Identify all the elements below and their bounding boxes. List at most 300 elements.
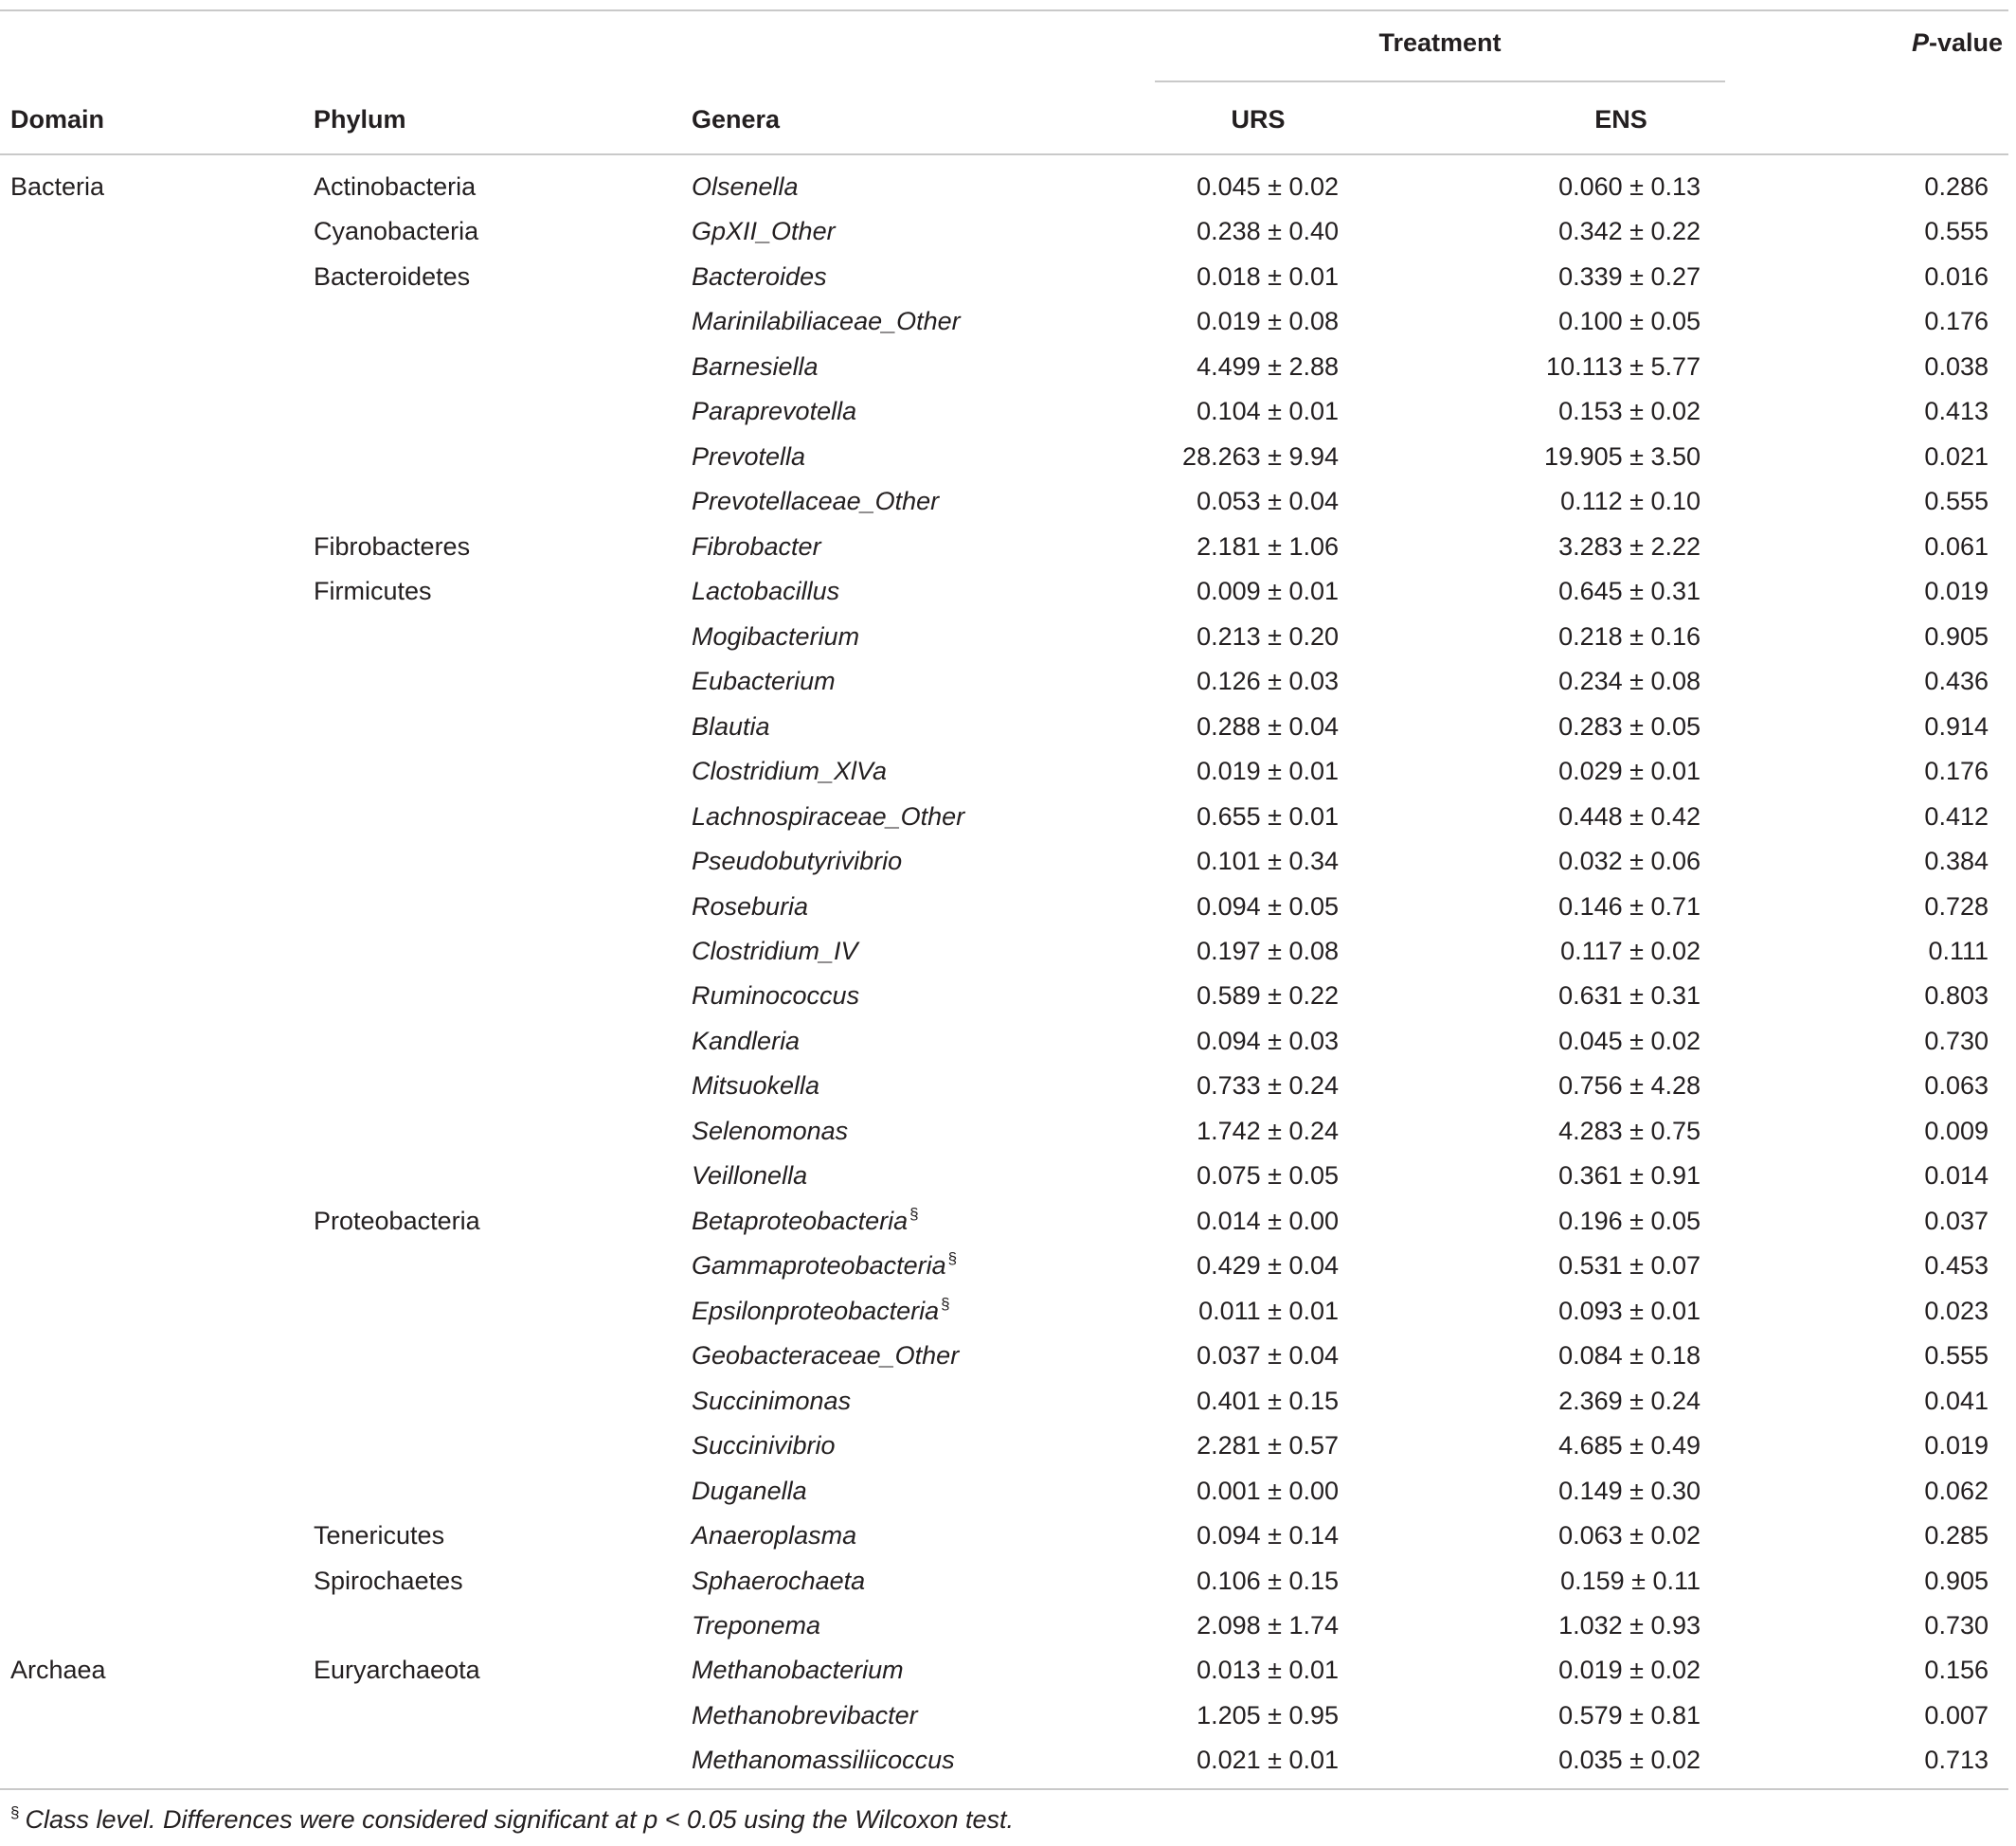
p-value-cell: 0.111 bbox=[1928, 936, 1989, 965]
ens-value: 2.369 ± 0.24 bbox=[1558, 1386, 1701, 1415]
domain-cell bbox=[0, 929, 314, 974]
urs-value: 0.094 ± 0.14 bbox=[1197, 1521, 1339, 1550]
table-row bbox=[0, 389, 2016, 434]
ens-value: 0.339 ± 0.27 bbox=[1558, 261, 1701, 291]
genus-cell bbox=[692, 1109, 1127, 1154]
ens-value: 0.084 ± 0.18 bbox=[1558, 1341, 1701, 1371]
phylum-cell bbox=[314, 1738, 692, 1783]
genus-name: Olsenella bbox=[692, 172, 799, 201]
genus-cell bbox=[692, 299, 1127, 344]
p-value-cell: 0.176 bbox=[1924, 757, 1989, 786]
urs-value: 0.104 ± 0.01 bbox=[1197, 397, 1339, 426]
p-value-cell: 0.728 bbox=[1924, 891, 1989, 921]
footnote-text: Class level. Differences were considered significant at p < 0.05 using the Wilcoxon test. bbox=[25, 1805, 1015, 1834]
genus-cell bbox=[692, 479, 1127, 524]
header-bottom-rule bbox=[0, 153, 2008, 155]
urs-value: 2.098 ± 1.74 bbox=[1197, 1611, 1339, 1640]
ens-value: 0.645 ± 0.31 bbox=[1558, 577, 1701, 606]
p-value-cell: 0.914 bbox=[1924, 711, 1989, 741]
urs-value: 0.106 ± 0.15 bbox=[1197, 1566, 1339, 1595]
urs-value: 0.094 ± 0.03 bbox=[1197, 1026, 1339, 1055]
domain-cell: Bacteria bbox=[10, 172, 105, 201]
ens-value: 0.019 ± 0.02 bbox=[1558, 1656, 1701, 1685]
genus-cell bbox=[692, 345, 1127, 389]
p-value-cell: 0.009 bbox=[1924, 1116, 1989, 1145]
genus-cell bbox=[692, 885, 1127, 929]
genus-name: Sphaerochaeta bbox=[692, 1566, 866, 1595]
ens-value: 19.905 ± 3.50 bbox=[1544, 441, 1701, 471]
phylum-cell: Fibrobacteres bbox=[314, 531, 471, 561]
genus-cell bbox=[692, 1019, 1127, 1064]
p-value-cell: 0.007 bbox=[1924, 1700, 1989, 1730]
class-level-mark: § bbox=[909, 1204, 919, 1223]
phylum-header: Phylum bbox=[314, 105, 406, 134]
domain-cell bbox=[0, 1109, 314, 1154]
phylum-cell bbox=[314, 1694, 692, 1738]
ens-value: 0.531 ± 0.07 bbox=[1558, 1251, 1701, 1281]
ens-value: 0.579 ± 0.81 bbox=[1558, 1700, 1701, 1730]
table-row bbox=[0, 1604, 2016, 1648]
genus-name: Prevotella bbox=[692, 441, 806, 471]
domain-cell bbox=[0, 749, 314, 794]
p-value-cell: 0.555 bbox=[1924, 1341, 1989, 1371]
pvalue-header-rest: -value bbox=[1928, 28, 2003, 57]
class-level-mark: § bbox=[941, 1294, 950, 1313]
genus-cell bbox=[692, 1738, 1127, 1783]
table-row bbox=[0, 1334, 2016, 1378]
genus-name: Selenomonas bbox=[692, 1116, 849, 1145]
p-value-cell: 0.037 bbox=[1924, 1206, 1989, 1235]
domain-cell bbox=[0, 1019, 314, 1064]
genus-cell bbox=[692, 209, 1127, 254]
urs-value: 0.197 ± 0.08 bbox=[1197, 936, 1339, 965]
urs-value: 0.053 ± 0.04 bbox=[1197, 487, 1339, 516]
urs-value: 0.075 ± 0.05 bbox=[1197, 1161, 1339, 1191]
phylum-cell bbox=[314, 615, 692, 659]
urs-header: URS bbox=[1231, 105, 1286, 134]
genus-name: Veillonella bbox=[692, 1161, 808, 1191]
genus-name: Paraprevotella bbox=[692, 397, 857, 426]
p-value-cell: 0.555 bbox=[1924, 217, 1989, 246]
p-value-cell: 0.453 bbox=[1924, 1251, 1989, 1281]
phylum-cell bbox=[314, 974, 692, 1018]
treatment-header: Treatment bbox=[1378, 28, 1502, 57]
phylum-cell bbox=[314, 1379, 692, 1424]
genus-name: Epsilonproteobacteria bbox=[692, 1296, 940, 1325]
urs-value: 0.009 ± 0.01 bbox=[1197, 577, 1339, 606]
genus-name: Marinilabiliaceae_Other bbox=[692, 307, 961, 336]
genus-cell bbox=[692, 1334, 1127, 1378]
genus-cell bbox=[692, 749, 1127, 794]
phylum-cell bbox=[314, 1334, 692, 1378]
genus-cell bbox=[692, 659, 1127, 704]
p-value-cell: 0.905 bbox=[1924, 1566, 1989, 1595]
domain-cell bbox=[0, 1379, 314, 1424]
p-value-cell: 0.014 bbox=[1924, 1161, 1989, 1191]
genus-name: Methanobrevibacter bbox=[692, 1700, 918, 1730]
genus-cell bbox=[692, 1199, 1127, 1246]
table-row bbox=[0, 1559, 2016, 1604]
genus-name: Pseudobutyrivibrio bbox=[692, 847, 903, 876]
domain-cell bbox=[0, 255, 314, 299]
domain-header: Domain bbox=[10, 105, 105, 134]
genus-cell bbox=[692, 1379, 1127, 1424]
ens-value: 0.045 ± 0.02 bbox=[1558, 1026, 1701, 1055]
ens-value: 0.448 ± 0.42 bbox=[1558, 801, 1701, 831]
genus-cell bbox=[692, 1514, 1127, 1558]
ens-value: 0.756 ± 4.28 bbox=[1558, 1071, 1701, 1101]
urs-value: 0.011 ± 0.01 bbox=[1198, 1296, 1339, 1325]
table-row bbox=[0, 299, 2016, 344]
genus-name: Blautia bbox=[692, 711, 770, 741]
phylum-cell bbox=[314, 1289, 692, 1336]
phylum-cell bbox=[314, 839, 692, 884]
domain-cell bbox=[0, 525, 314, 569]
genus-cell bbox=[692, 1648, 1127, 1693]
table-row bbox=[0, 1289, 2016, 1334]
genus-cell bbox=[692, 974, 1127, 1018]
domain-cell bbox=[0, 569, 314, 614]
urs-value: 2.181 ± 1.06 bbox=[1197, 531, 1339, 561]
urs-value: 0.019 ± 0.01 bbox=[1197, 757, 1339, 786]
table-row bbox=[0, 974, 2016, 1018]
domain-cell bbox=[0, 1334, 314, 1378]
urs-value: 0.238 ± 0.40 bbox=[1197, 217, 1339, 246]
ens-value: 0.117 ± 0.02 bbox=[1560, 936, 1701, 965]
genus-name: Methanobacterium bbox=[692, 1656, 904, 1685]
p-value-cell: 0.555 bbox=[1924, 487, 1989, 516]
domain-cell bbox=[0, 1514, 314, 1558]
genus-name: Clostridium_XlVa bbox=[692, 757, 888, 786]
p-value-cell: 0.021 bbox=[1924, 441, 1989, 471]
ens-value: 0.234 ± 0.08 bbox=[1558, 667, 1701, 696]
urs-value: 0.288 ± 0.04 bbox=[1197, 711, 1339, 741]
genus-cell bbox=[692, 389, 1127, 434]
domain-cell bbox=[0, 1064, 314, 1108]
genus-cell bbox=[692, 615, 1127, 659]
p-value-cell: 0.803 bbox=[1924, 981, 1989, 1011]
p-value-cell: 0.019 bbox=[1924, 1431, 1989, 1461]
p-value-cell: 0.413 bbox=[1924, 397, 1989, 426]
domain-cell bbox=[0, 1694, 314, 1738]
ens-value: 0.032 ± 0.06 bbox=[1558, 847, 1701, 876]
phylum-cell: Proteobacteria bbox=[314, 1206, 480, 1235]
genus-cell bbox=[692, 839, 1127, 884]
p-value-cell: 0.436 bbox=[1924, 667, 1989, 696]
domain-cell bbox=[0, 209, 314, 254]
phylum-cell bbox=[314, 929, 692, 974]
table-row bbox=[0, 255, 2016, 299]
p-value-cell: 0.730 bbox=[1924, 1611, 1989, 1640]
domain-cell bbox=[0, 1199, 314, 1246]
domain-cell bbox=[0, 389, 314, 434]
domain-cell bbox=[0, 885, 314, 929]
genus-name: Mogibacterium bbox=[692, 621, 860, 651]
urs-value: 0.037 ± 0.04 bbox=[1197, 1341, 1339, 1371]
genus-name: Lachnospiraceae_Other bbox=[692, 801, 965, 831]
urs-value: 0.014 ± 0.00 bbox=[1197, 1206, 1339, 1235]
phylum-cell bbox=[314, 389, 692, 434]
ens-value: 0.218 ± 0.16 bbox=[1558, 621, 1701, 651]
p-value-cell: 0.176 bbox=[1924, 307, 1989, 336]
phylum-cell: Euryarchaeota bbox=[314, 1656, 480, 1685]
genus-name: Treponema bbox=[692, 1611, 821, 1640]
urs-value: 0.021 ± 0.01 bbox=[1197, 1746, 1339, 1775]
genus-cell bbox=[692, 255, 1127, 299]
table-row bbox=[0, 1514, 2016, 1558]
genus-name: Betaproteobacteria bbox=[692, 1206, 909, 1235]
phylum-cell bbox=[314, 795, 692, 839]
ens-value: 0.060 ± 0.13 bbox=[1558, 172, 1701, 201]
domain-cell bbox=[0, 659, 314, 704]
domain-cell bbox=[0, 1738, 314, 1783]
ens-header: ENS bbox=[1594, 105, 1647, 134]
phylum-cell: Spirochaetes bbox=[314, 1566, 463, 1595]
table-row bbox=[0, 929, 2016, 974]
genus-name: Kandleria bbox=[692, 1026, 801, 1055]
ens-value: 4.283 ± 0.75 bbox=[1558, 1116, 1701, 1145]
p-value-cell: 0.062 bbox=[1924, 1476, 1989, 1505]
table-row bbox=[0, 795, 2016, 839]
p-value-cell: 0.041 bbox=[1924, 1386, 1989, 1415]
phylum-cell bbox=[314, 1244, 692, 1291]
ens-value: 0.361 ± 0.91 bbox=[1558, 1161, 1701, 1191]
genus-cell bbox=[692, 1424, 1127, 1468]
urs-value: 0.655 ± 0.01 bbox=[1197, 801, 1339, 831]
phylum-cell: Actinobacteria bbox=[314, 172, 477, 201]
domain-cell: Archaea bbox=[10, 1656, 106, 1685]
genus-name: Eubacterium bbox=[692, 667, 836, 696]
ens-value: 0.196 ± 0.05 bbox=[1558, 1206, 1701, 1235]
genus-cell bbox=[692, 1064, 1127, 1108]
pvalue-header bbox=[1912, 26, 2003, 60]
genus-name: Roseburia bbox=[692, 891, 809, 921]
p-value-cell: 0.713 bbox=[1924, 1746, 1989, 1775]
phylum-cell: Tenericutes bbox=[314, 1521, 445, 1550]
phylum-cell bbox=[314, 435, 692, 479]
genus-name: Mitsuokella bbox=[692, 1071, 820, 1101]
domain-cell bbox=[0, 1469, 314, 1514]
genus-cell bbox=[692, 929, 1127, 974]
genus-cell bbox=[692, 165, 1127, 209]
phylum-cell bbox=[314, 749, 692, 794]
genus-cell bbox=[692, 1289, 1127, 1336]
urs-value: 2.281 ± 0.57 bbox=[1197, 1431, 1339, 1461]
domain-cell bbox=[0, 299, 314, 344]
phylum-cell bbox=[314, 1154, 692, 1198]
p-value-cell: 0.412 bbox=[1924, 801, 1989, 831]
table-row bbox=[0, 479, 2016, 524]
domain-cell bbox=[0, 1244, 314, 1291]
domain-cell bbox=[0, 1559, 314, 1604]
genus-name: Gammaproteobacteria bbox=[692, 1251, 946, 1281]
ens-value: 0.035 ± 0.02 bbox=[1558, 1746, 1701, 1775]
phylum-cell bbox=[314, 705, 692, 749]
phylum-cell bbox=[314, 885, 692, 929]
phylum-cell: Firmicutes bbox=[314, 577, 432, 606]
urs-value: 0.401 ± 0.15 bbox=[1197, 1386, 1339, 1415]
treatment-underline bbox=[1155, 81, 1725, 82]
p-value-cell: 0.285 bbox=[1924, 1521, 1989, 1550]
domain-cell bbox=[0, 795, 314, 839]
domain-cell bbox=[0, 1424, 314, 1468]
p-value-cell: 0.730 bbox=[1924, 1026, 1989, 1055]
phylum-cell bbox=[314, 1424, 692, 1468]
p-value-cell: 0.286 bbox=[1924, 172, 1989, 201]
phylum-cell bbox=[314, 479, 692, 524]
domain-cell bbox=[0, 1154, 314, 1198]
ens-value: 0.153 ± 0.02 bbox=[1558, 397, 1701, 426]
genus-name: Barnesiella bbox=[692, 351, 819, 381]
table-footnote bbox=[10, 1802, 1014, 1837]
table-row bbox=[0, 659, 2016, 704]
ens-value: 0.063 ± 0.02 bbox=[1558, 1521, 1701, 1550]
urs-value: 28.263 ± 9.94 bbox=[1182, 441, 1339, 471]
genus-name: Succinimonas bbox=[692, 1386, 852, 1415]
genus-cell bbox=[692, 1559, 1127, 1604]
p-value-cell: 0.038 bbox=[1924, 351, 1989, 381]
domain-cell bbox=[0, 435, 314, 479]
p-value-cell: 0.063 bbox=[1924, 1071, 1989, 1101]
p-value-cell: 0.016 bbox=[1924, 261, 1989, 291]
table-row bbox=[0, 1109, 2016, 1154]
genus-name: Succinivibrio bbox=[692, 1431, 836, 1461]
urs-value: 0.013 ± 0.01 bbox=[1197, 1656, 1339, 1685]
table-row bbox=[0, 1244, 2016, 1288]
ens-value: 0.631 ± 0.31 bbox=[1558, 981, 1701, 1011]
ens-value: 3.283 ± 2.22 bbox=[1558, 531, 1701, 561]
table-row bbox=[0, 1694, 2016, 1738]
table-row bbox=[0, 435, 2016, 479]
table-row bbox=[0, 1379, 2016, 1424]
genus-cell bbox=[692, 795, 1127, 839]
ens-value: 0.159 ± 0.11 bbox=[1560, 1566, 1701, 1595]
ens-value: 0.112 ± 0.10 bbox=[1560, 487, 1701, 516]
p-value-cell: 0.019 bbox=[1924, 577, 1989, 606]
phylum-cell bbox=[314, 1064, 692, 1108]
table-row bbox=[0, 1469, 2016, 1514]
genus-name: Geobacteraceae_Other bbox=[692, 1341, 960, 1371]
genus-name: GpXII_Other bbox=[692, 217, 836, 246]
genus-name: Methanomassiliicoccus bbox=[692, 1746, 955, 1775]
urs-value: 0.001 ± 0.00 bbox=[1197, 1476, 1339, 1505]
phylum-cell bbox=[314, 659, 692, 704]
domain-cell bbox=[0, 1604, 314, 1648]
table-row bbox=[0, 705, 2016, 749]
genus-cell bbox=[692, 435, 1127, 479]
genus-name: Duganella bbox=[692, 1476, 807, 1505]
p-value-cell: 0.384 bbox=[1924, 847, 1989, 876]
urs-value: 1.205 ± 0.95 bbox=[1197, 1700, 1339, 1730]
urs-value: 1.742 ± 0.24 bbox=[1197, 1116, 1339, 1145]
genus-cell bbox=[692, 1154, 1127, 1198]
ens-value: 0.283 ± 0.05 bbox=[1558, 711, 1701, 741]
table-row bbox=[0, 1424, 2016, 1468]
table-row bbox=[0, 1019, 2016, 1064]
table-row bbox=[0, 1064, 2016, 1108]
genus-name: Lactobacillus bbox=[692, 577, 840, 606]
phylum-cell bbox=[314, 1604, 692, 1648]
urs-value: 0.101 ± 0.34 bbox=[1197, 847, 1339, 876]
urs-value: 0.589 ± 0.22 bbox=[1197, 981, 1339, 1011]
urs-value: 0.733 ± 0.24 bbox=[1197, 1071, 1339, 1101]
urs-value: 0.045 ± 0.02 bbox=[1197, 172, 1339, 201]
genus-cell bbox=[692, 705, 1127, 749]
p-value-cell: 0.061 bbox=[1924, 531, 1989, 561]
table-bottom-rule bbox=[0, 1788, 2008, 1790]
ens-value: 1.032 ± 0.93 bbox=[1558, 1611, 1701, 1640]
urs-value: 0.018 ± 0.01 bbox=[1197, 261, 1339, 291]
genus-cell bbox=[692, 1694, 1127, 1738]
urs-value: 4.499 ± 2.88 bbox=[1197, 351, 1339, 381]
pvalue-header-italic: P bbox=[1911, 28, 1929, 57]
domain-cell bbox=[0, 974, 314, 1018]
table-row bbox=[0, 525, 2016, 569]
p-value-cell: 0.156 bbox=[1924, 1656, 1989, 1685]
phylum-cell: Bacteroidetes bbox=[314, 261, 471, 291]
ens-value: 0.100 ± 0.05 bbox=[1558, 307, 1701, 336]
domain-cell bbox=[0, 345, 314, 389]
phylum-cell bbox=[314, 345, 692, 389]
table-top-rule bbox=[0, 9, 2008, 11]
genus-name: Prevotellaceae_Other bbox=[692, 487, 940, 516]
genus-cell bbox=[692, 569, 1127, 614]
ens-value: 4.685 ± 0.49 bbox=[1558, 1431, 1701, 1461]
ens-value: 0.342 ± 0.22 bbox=[1558, 217, 1701, 246]
table-row bbox=[0, 345, 2016, 389]
genera-header: Genera bbox=[692, 105, 781, 134]
genus-name: Fibrobacter bbox=[692, 531, 821, 561]
domain-cell bbox=[0, 1289, 314, 1336]
phylum-cell bbox=[314, 1469, 692, 1514]
genus-name: Anaeroplasma bbox=[692, 1521, 857, 1550]
phylum-cell bbox=[314, 1019, 692, 1064]
table-row bbox=[0, 839, 2016, 884]
class-level-mark: § bbox=[947, 1249, 958, 1268]
ens-value: 10.113 ± 5.77 bbox=[1546, 351, 1701, 381]
domain-cell bbox=[0, 479, 314, 524]
urs-value: 0.126 ± 0.03 bbox=[1197, 667, 1339, 696]
phylum-cell bbox=[314, 1109, 692, 1154]
genus-cell bbox=[692, 1604, 1127, 1648]
ens-value: 0.146 ± 0.71 bbox=[1558, 891, 1701, 921]
p-value-cell: 0.905 bbox=[1924, 621, 1989, 651]
p-value-cell: 0.023 bbox=[1924, 1296, 1989, 1325]
table-row bbox=[0, 569, 2016, 614]
domain-cell bbox=[0, 839, 314, 884]
ens-value: 0.149 ± 0.30 bbox=[1558, 1476, 1701, 1505]
table-row bbox=[0, 1648, 2016, 1693]
genus-cell bbox=[692, 525, 1127, 569]
table-row bbox=[0, 1738, 2016, 1783]
genus-name: Ruminococcus bbox=[692, 981, 860, 1011]
phylum-cell: Cyanobacteria bbox=[314, 217, 479, 246]
genus-cell bbox=[692, 1244, 1127, 1291]
genus-name: Clostridium_IV bbox=[692, 936, 858, 965]
table-row bbox=[0, 615, 2016, 659]
ens-value: 0.029 ± 0.01 bbox=[1558, 757, 1701, 786]
table-row bbox=[0, 209, 2016, 254]
phylum-cell bbox=[314, 299, 692, 344]
urs-value: 0.094 ± 0.05 bbox=[1197, 891, 1339, 921]
ens-value: 0.093 ± 0.01 bbox=[1558, 1296, 1701, 1325]
table-row bbox=[0, 885, 2016, 929]
table-row bbox=[0, 165, 2016, 209]
footnote-mark: § bbox=[10, 1803, 20, 1821]
domain-cell bbox=[0, 705, 314, 749]
table-row bbox=[0, 749, 2016, 794]
table-row bbox=[0, 1154, 2016, 1198]
